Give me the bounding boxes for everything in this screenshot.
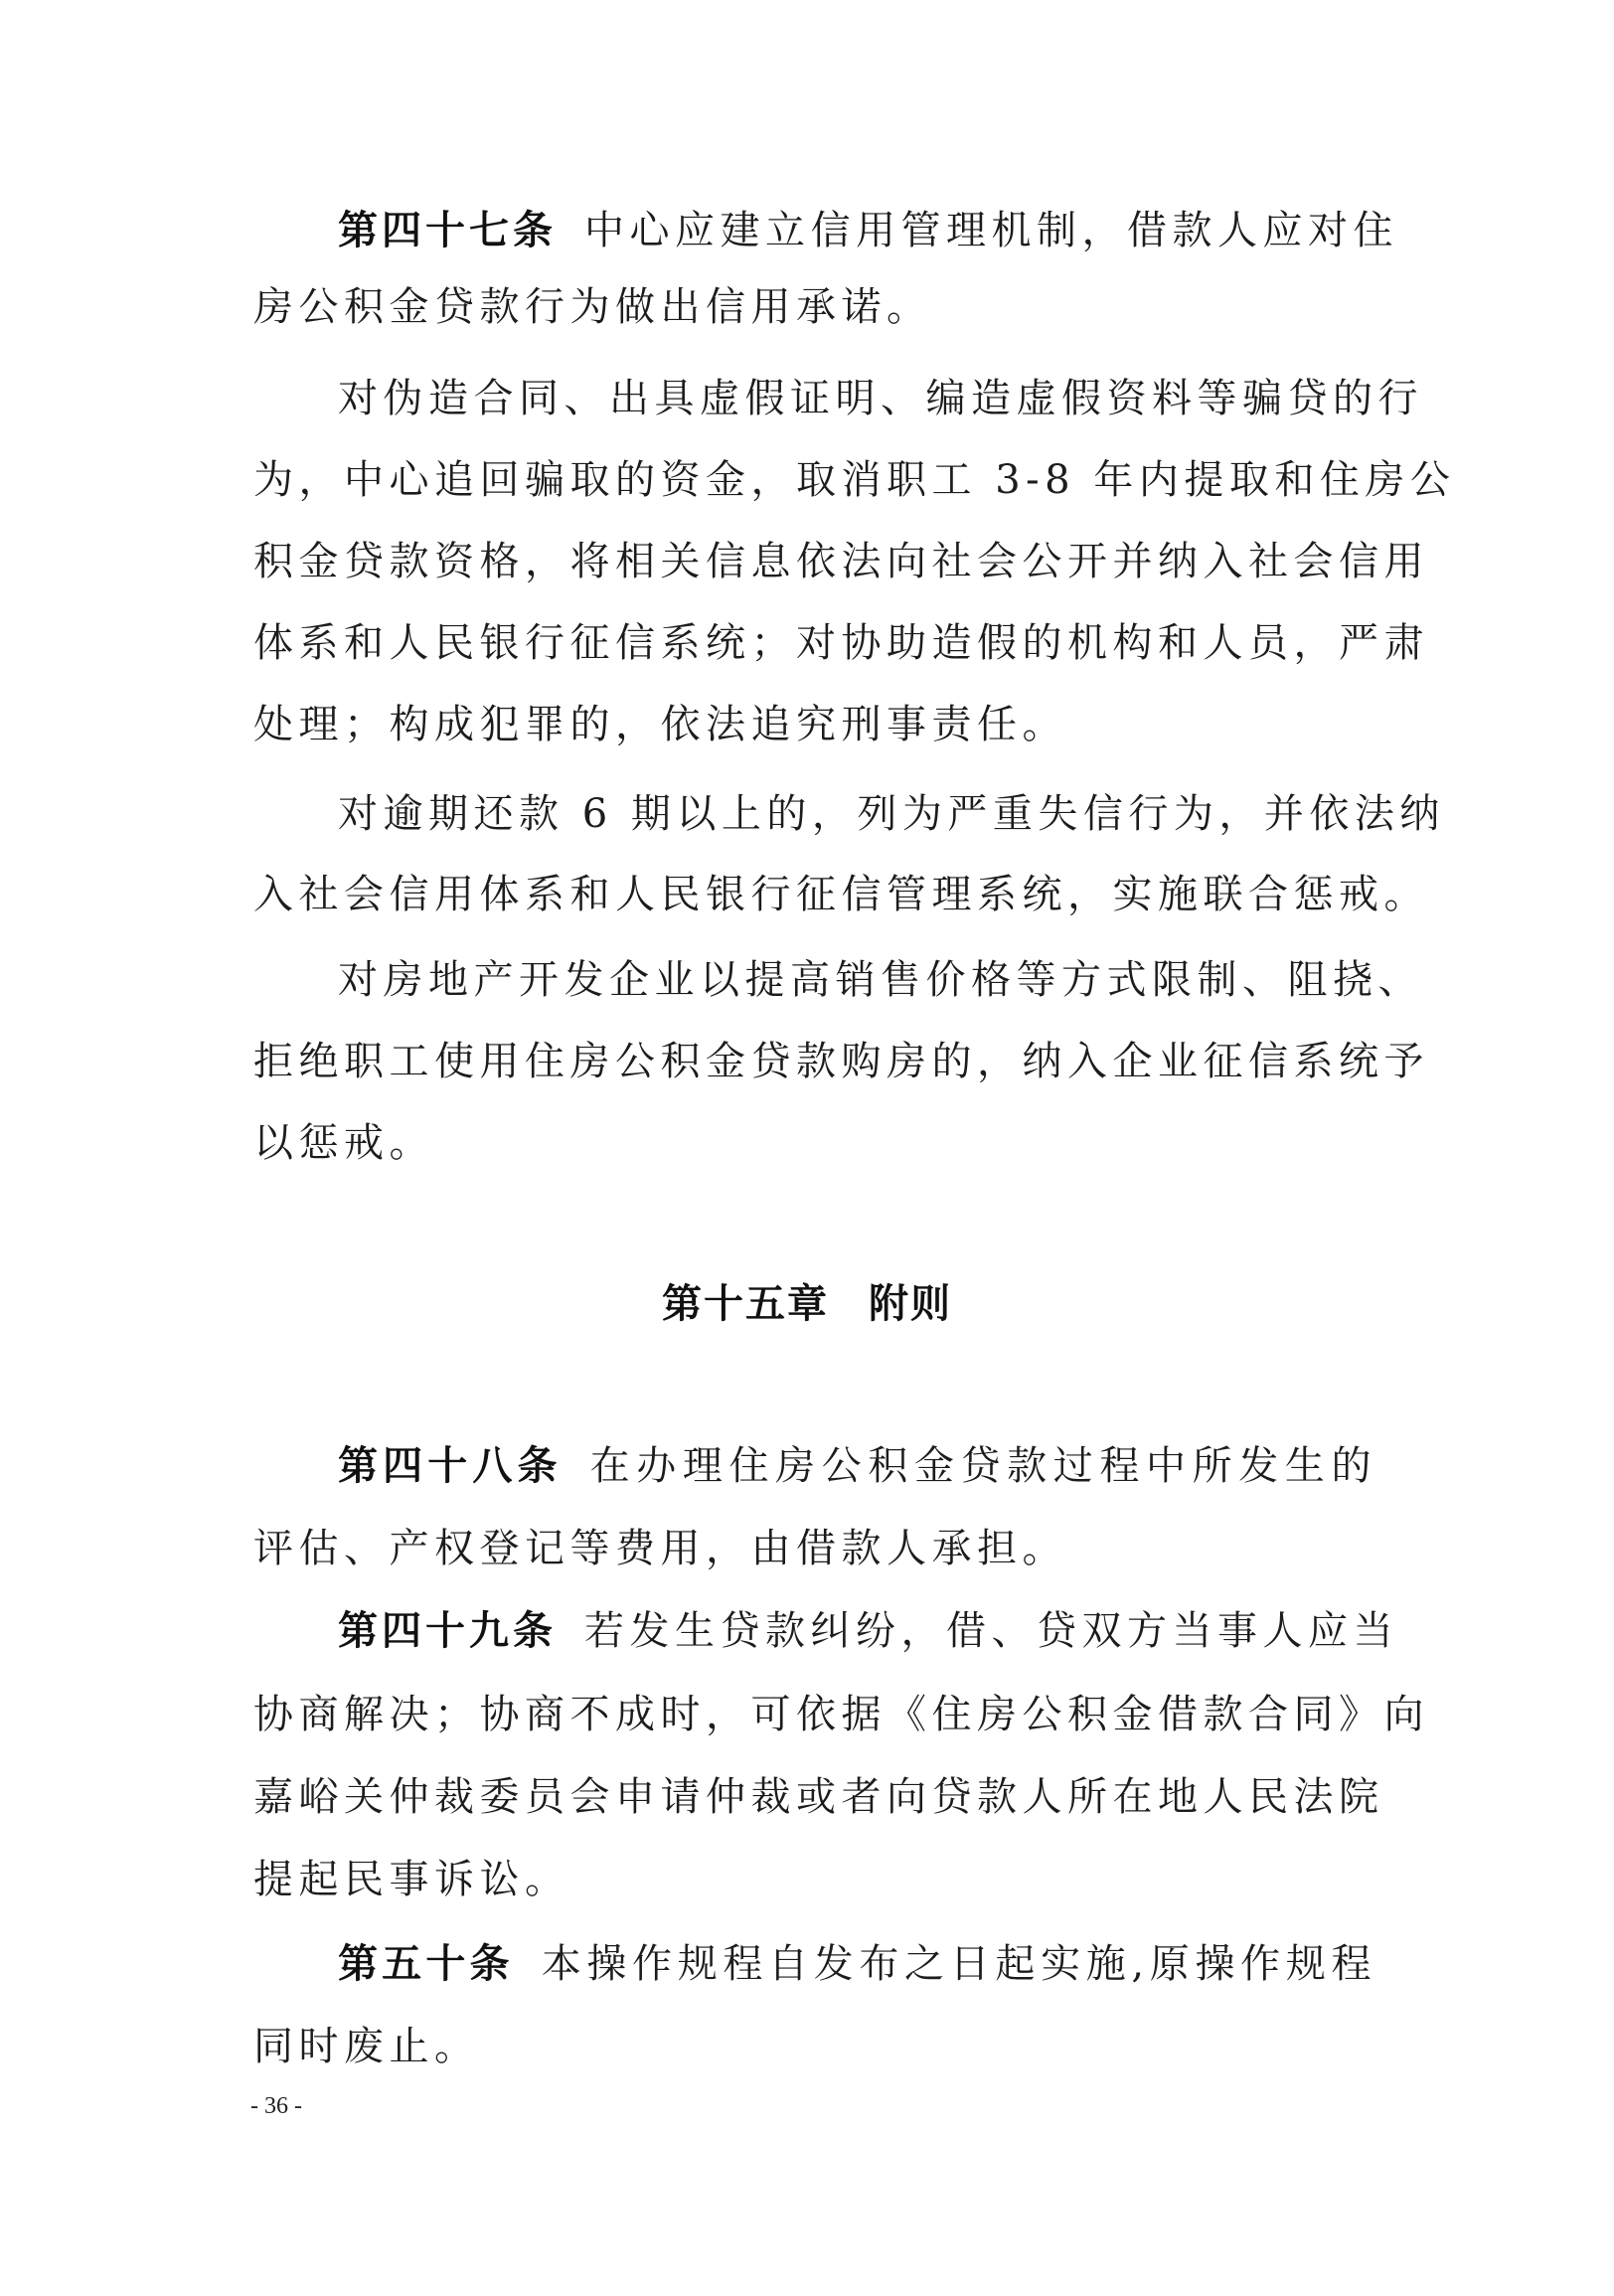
article-49-line-4: 提起民事诉讼。 [253,1857,570,1902]
paragraph-developer-line-2: 拒绝职工使用住房公积金贷款购房的，纳入企业征信系统予 [253,1039,1429,1084]
article-48-line-1: 第四十八条 在办理住房公积金贷款过程中所发生的 [338,1443,1377,1489]
paragraph-fraud-line-3: 积金贷款资格，将相关信息依法向社会公开并纳入社会信用 [253,539,1429,584]
paragraph-overdue-line-2: 入社会信用体系和人民银行征信管理系统，实施联合惩戒。 [253,872,1429,917]
article-47-label: 第四十七条 [338,208,557,253]
paragraph-overdue-line-1: 对逾期还款 6 期以上的，列为严重失信行为，并依法纳 [338,791,1445,837]
paragraph-fraud-line-1: 对伪造合同、出具虚假证明、编造虚假资料等骗贷的行 [338,376,1423,421]
article-49-label: 第四十九条 [338,1608,557,1654]
article-48-label: 第四十八条 [338,1443,563,1489]
paragraph-developer-line-1: 对房地产开发企业以提高销售价格等方式限制、阻挠、 [338,957,1423,1003]
chapter-title: 附则 [869,1281,952,1327]
paragraph-developer-line-3: 以惩戒。 [253,1120,434,1166]
article-49-line-1: 第四十九条 若发生贷款纠纷，借、贷双方当事人应当 [338,1608,1398,1654]
page-number: - 36 - [250,2093,302,2119]
paragraph-fraud-line-4: 体系和人民银行征信系统；对协助造假的机构和人员，严肃 [253,620,1429,666]
article-47-line-2: 房公积金贷款行为做出信用承诺。 [253,284,932,330]
article-50-line-2: 同时废止。 [253,2024,480,2069]
paragraph-fraud-line-2: 为，中心追回骗取的资金，取消职工 3-8 年内提取和住房公 [253,457,1456,503]
article-47-line-1: 第四十七条 中心应建立信用管理机制，借款人应对住 [338,208,1398,253]
article-49-line-3: 嘉峪关仲裁委员会申请仲裁或者向贷款人所在地人民法院 [253,1774,1384,1820]
article-48-line-2: 评估、产权登记等费用，由借款人承担。 [253,1526,1067,1571]
article-49-line-2: 协商解决；协商不成时，可依据《住房公积金借款合同》向 [253,1692,1429,1737]
article-50-label: 第五十条 [338,1941,514,1987]
paragraph-fraud-line-5: 处理；构成犯罪的，依法追究刑事责任。 [253,702,1067,747]
article-50-line-1: 第五十条 本操作规程自发布之日起实施,原操作规程 [338,1941,1376,1987]
chapter-heading [0,1274,1614,1334]
chapter-number: 第十五章 [662,1281,829,1327]
